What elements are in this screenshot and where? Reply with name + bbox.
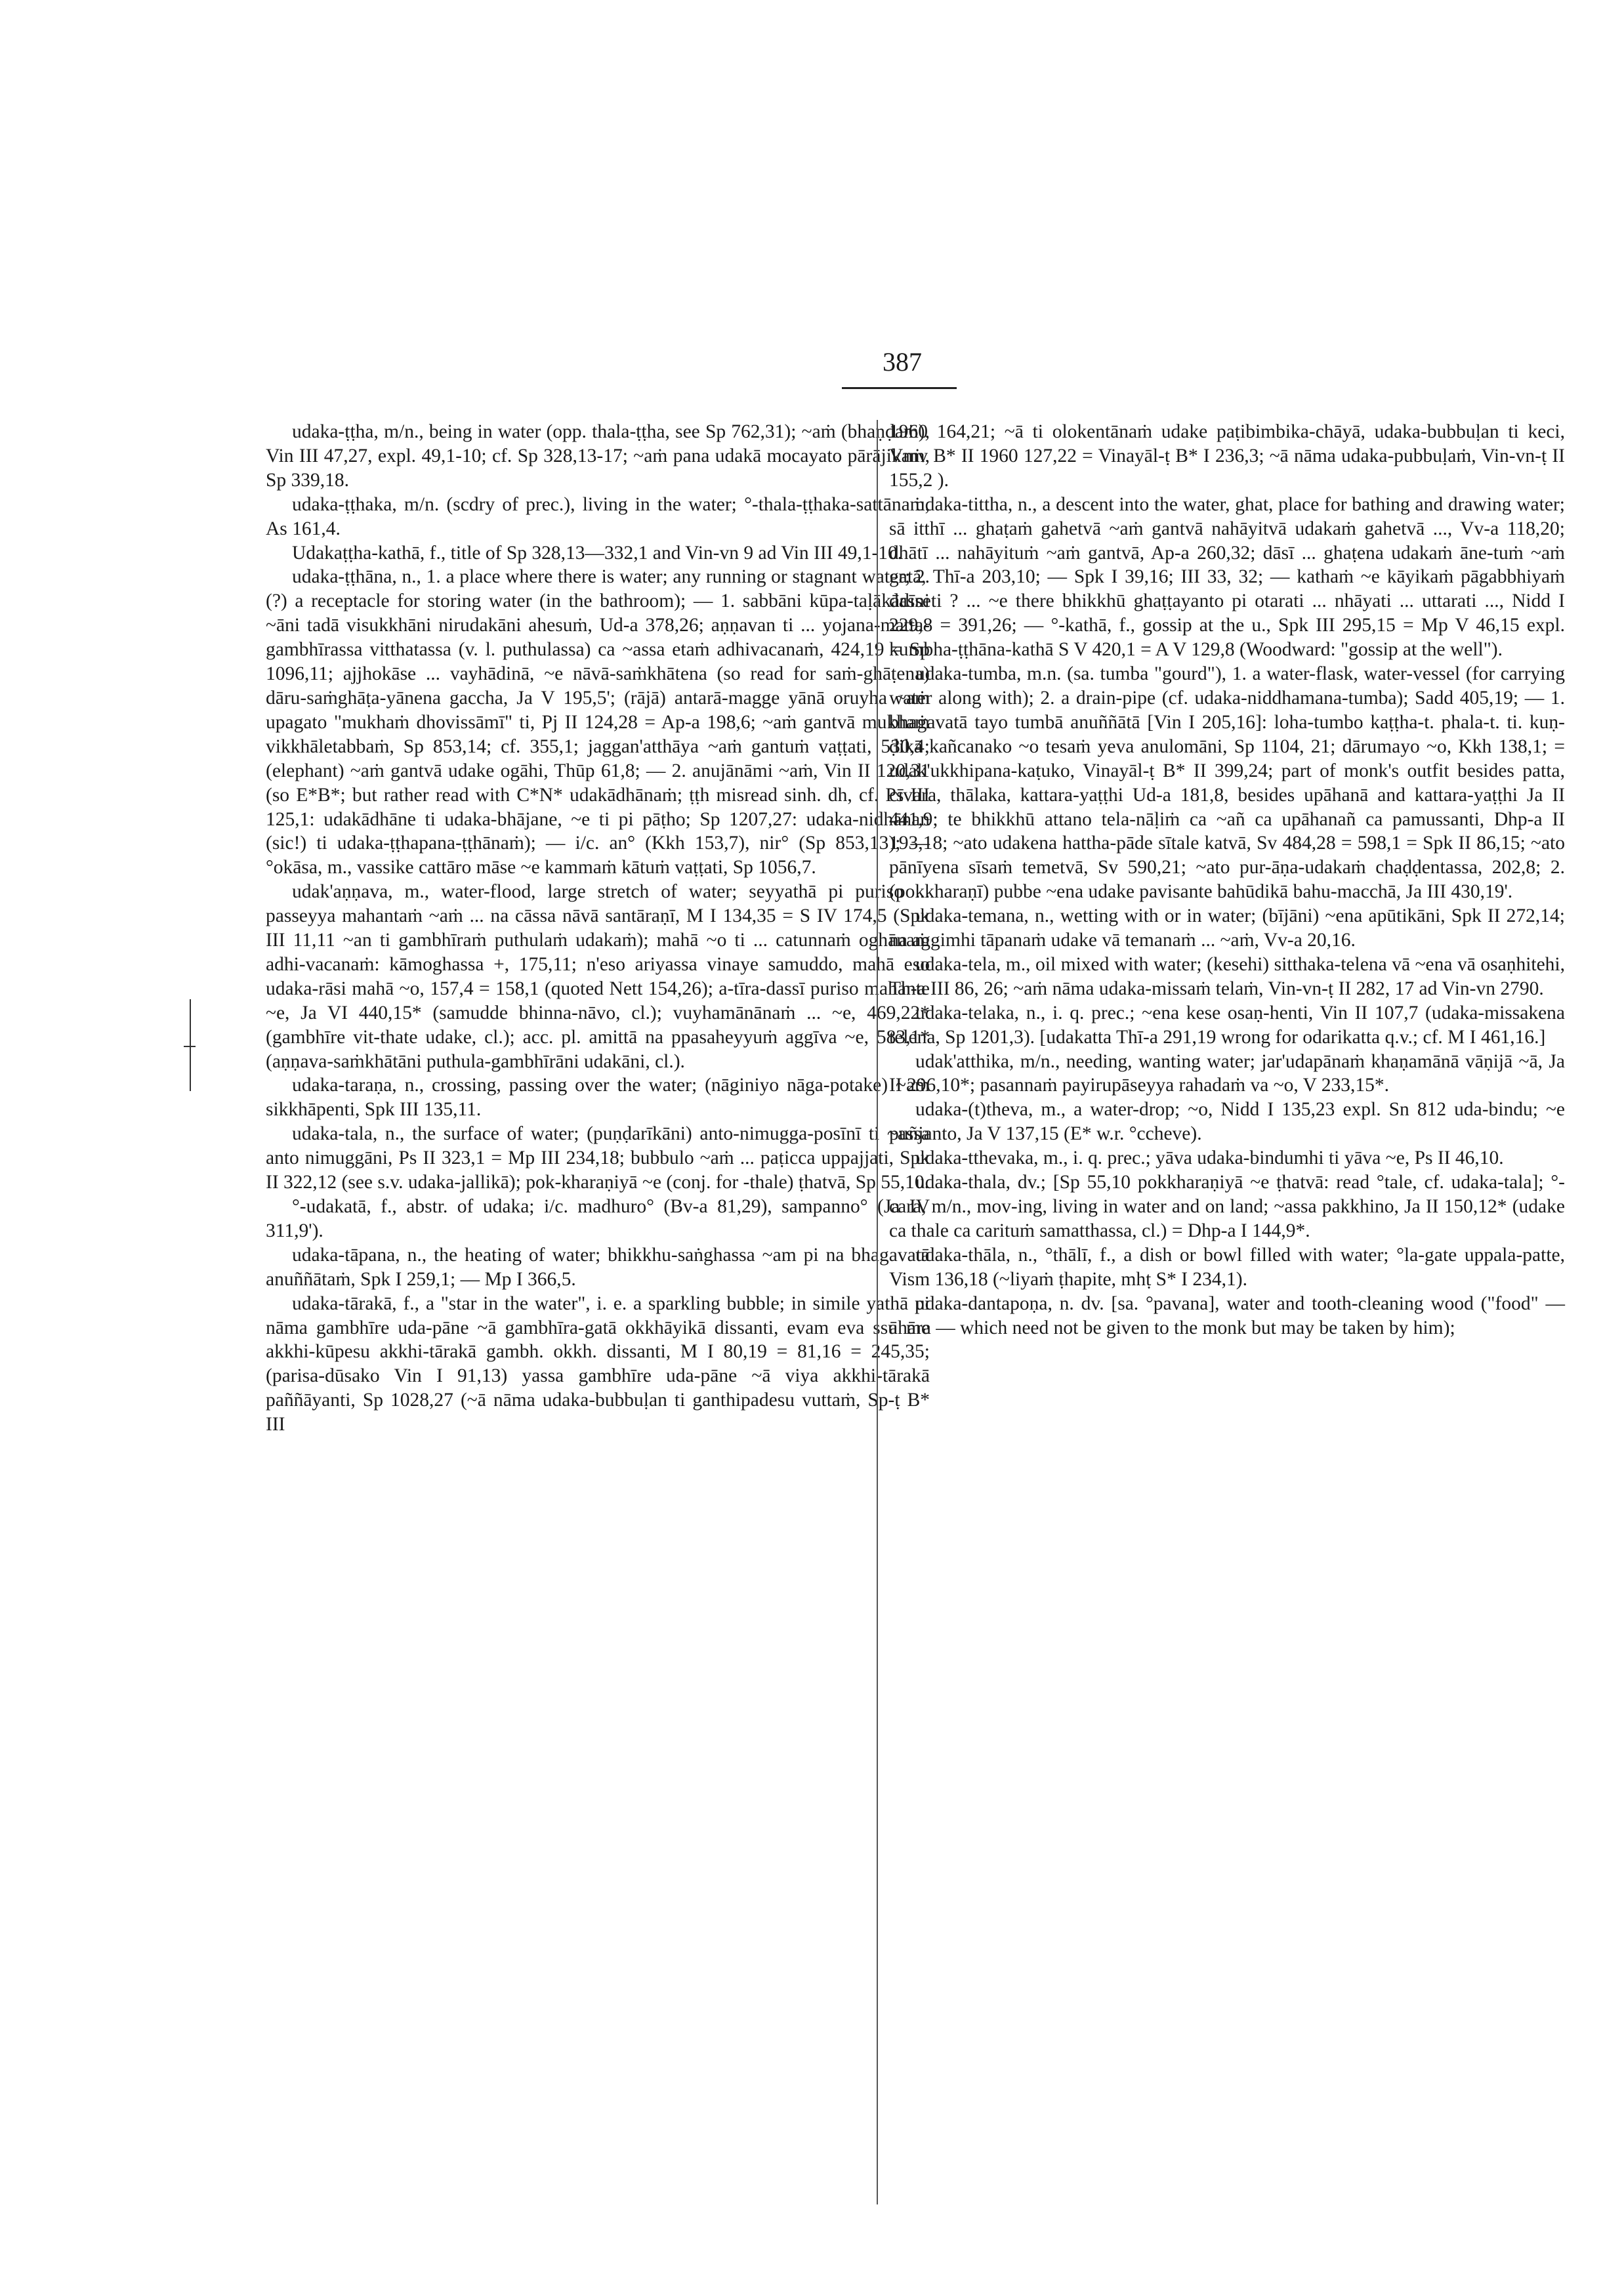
dictionary-entry: udaka-thāla, n., °thālī, f., a dish or bowl filled with water; °la-gate uppala-patte, Vism 136,18 (~liyaṁ ṭhapite, mhṭ S* I 234,1). bbox=[889, 1244, 1565, 1290]
right-column bbox=[889, 420, 1565, 1340]
dictionary-entry: udaka-tāpana, n., the heating of water; bhikkhu-saṅghassa ~am pi na bhagavatā anuññātaṁ, Spk I 259,1; — Mp I 366,5. bbox=[266, 1244, 930, 1290]
dictionary-entry: udaka-ṭṭha, m/n., being in water (opp. thala-ṭṭha, see Sp 762,31); ~aṁ (bhaṇḍaṁ), Vin III 47,27, expl. 49,1-10; cf. Sp 328,13-17; ~aṁ pana udakā mocayato pārājikaṁ, Sp 339,18. bbox=[266, 421, 930, 491]
dictionary-entry: udaka-tumba, m.n. (sa. tumba "gourd"), 1. a water-flask, water-vessel (for carrying water along with); 2. a drain-pipe (cf. udaka-niddhamana-tumba); Sadd 405,19; — 1. bhagavatā tayo tumbā anuññātā [Vin I 205,16]: loha-tumbo kaṭṭha-t. phala-t. ti. kuṇ-ḍikā kañcanako ~o tesaṁ yeva anulomāni, Sp 1104, 21; dārumayo ~o, Kkh 138,1; = udak'ukkhipana-kaṭuko, Vinayāl-ṭ B* II 399,24; part of monk's outfit besides patta, cīvara, thālaka, kattara-yaṭṭhi Ud-a 181,8, besides upāhanā and kattara-yaṭṭhi Ja II 441,9; te bhikkhū attano tela-nāḷiṁ ca ~añ ca upāhanañ ca pamussanti, Dhp-a II 193,18; ~ato udakena hattha-pāde sītale katvā, Sv 484,28 = 598,1 = Spk II 86,15; ~ato pānīyena sīsaṁ temetvā, Sv 590,21; ~ato pur-āṇa-udakaṁ chaḍḍentassa, 202,8; 2. (pokkharaṇī) pubbe ~ena udake pavisante bahūdikā bahu-macchā, Ja III 430,19'. bbox=[889, 663, 1565, 903]
dictionary-entry: udaka-(t)theva, m., a water-drop; ~o, Nidd I 135,23 expl. Sn 812 uda-bindu; ~e puñjanto, Ja V 137,15 (E* w.r. °ccheve). bbox=[889, 1099, 1565, 1145]
dictionary-entry: udak'atthika, m/n., needing, wanting water; jar'udapānaṁ khaṇamānā vāṇijā ~ā, Ja II 296,10*; pasannaṁ payirupāseyya rahadaṁ va ~o, V 233,15*. bbox=[889, 1050, 1565, 1096]
dictionary-entry: udaka-dantapoṇa, n. dv. [sa. °pavana], water and tooth-cleaning wood ("food" — āhāra — which need not be given to the monk but may be taken by him); bbox=[889, 1292, 1565, 1338]
margin-mark bbox=[190, 999, 191, 1091]
dictionary-entry-continued: 1960 164,21; ~ā ti olokentānaṁ udake paṭibimbika-chāyā, udaka-bubbuḷan ti keci, Vmv B* II 1960 127,22 = Vinayāl-ṭ B* I 236,3; ~ā nāma udaka-pubbuḷaṁ, Vin-vn-ṭ II 155,2 ). bbox=[889, 421, 1565, 491]
dictionary-entry: udaka-ṭṭhāna, n., 1. a place where there is water; any running or stagnant water; 2. (?) a receptacle for storing water (in the bathroom); — 1. sabbāni kūpa-taḷākādīni ~āni tadā visukkhāni nirudakāni ahesuṁ, Ud-a 378,26; aṇṇavan ti ... yojana-matta-gambhīrassa vitthatassa (v. l. puthulassa) ca ~assa etaṁ adhivacanaṁ, 424,19 = Sp 1096,11; ajjhokāse ... vayhādinā, ~e nāvā-saṁkhātena (so read for saṁ-ghāṭena) dāru-saṁghāṭa-yānena gaccha, Ja V 195,5'; (rājā) antarā-magge yānā oruyha ~aṁ upagato "mukhaṁ dhovissāmī" ti, Pj II 124,28 = Ap-a 198,6; ~aṁ gantvā mukhaṁ vikkhāletabbaṁ, Sp 853,14; cf. 355,1; jaggan'atthāya ~aṁ gantuṁ vaṭṭati, 530,4; (elephant) ~aṁ gantvā udake ogāhi, Thūp 61,8; — 2. anujānāmi ~aṁ, Vin II 120,31 (so E*B*; but rather read with C*N* udakādhānaṁ; ṭṭh misread sinh. dh, cf. Ps III 125,1: udakādhāne ti udaka-bhājane, ~e ti pi pāṭho; Sp 1207,27: udaka-nidhānan (sic!) ti udaka-ṭṭhapana-ṭṭhānaṁ); — i/c. an° (Kkh 153,7), nir° (Sp 853,13); — °okāsa, m., vassike cattāro māse ~e kammaṁ kātuṁ vaṭṭati, Sp 1056,7. bbox=[266, 566, 930, 879]
dictionary-entry: udak'aṇṇava, m., water-flood, large stretch of water; seyyathā pi puriso ... passeyya mahantaṁ ~aṁ ... na cāssa nāvā santāraṇī, M I 134,35 = S IV 174,5 (Spk III 11,11 ~an ti gambhīraṁ puthulaṁ udakaṁ); mahā ~o ti ... catunnaṁ oghānaṁ adhi-vacanaṁ: kāmoghassa +, 175,11; n'eso ariyassa vinaye samuddo, mahā eso udaka-rāsi mahā ~o, 157,4 = 158,1 (quoted Nett 154,26); a-tīra-dassī puriso mahante ~e, Ja VI 440,15* (samudde bhinna-nāvo, cl.); vuyhamānānaṁ ... ~e, 469,22* (gambhīre vit-thate udake, cl.); acc. pl. amittā na ppasaheyyuṁ aggīva ~e, 583,1* (aṇṇava-saṁkhātāni puthula-gambhīrāni udakāni, cl.). bbox=[266, 881, 930, 1072]
page-number-rule bbox=[842, 387, 957, 389]
dictionary-entry: udaka-tela, m., oil mixed with water; (kesehi) sitthaka-telena vā ~ena vā osaṇhitehi, Th-a III 86, 26; ~aṁ nāma udaka-missaṁ telaṁ, Vin-vn-ṭ II 282, 17 ad Vin-vn 2790. bbox=[889, 953, 1565, 999]
column-divider bbox=[877, 420, 878, 2204]
dictionary-entry: udaka-tala, n., the surface of water; (puṇḍarīkāni) anto-nimugga-posīnī ti ~assa anto nimuggāni, Ps II 323,1 = Mp III 234,18; bubbulo ~aṁ ... paṭicca uppajjati, Spk II 322,12 (see s.v. udaka-jallikā); pok-kharaṇiyā ~e (conj. for -thale) ṭhatvā, Sp 55,10. bbox=[266, 1123, 930, 1193]
dictionary-entry: udaka-tthevaka, m., i. q. prec.; yāva udaka-bindumhi ti yāva ~e, Ps II 46,10. bbox=[915, 1148, 1504, 1169]
left-column bbox=[266, 420, 930, 1437]
page-number: 387 bbox=[883, 347, 922, 377]
dictionary-entry: udaka-temana, n., wetting with or in water; (bījāni) ~ena apūtikāni, Spk II 272,14; na aggimhi tāpanaṁ udake vā temanaṁ ... ~aṁ, Vv-a 20,16. bbox=[889, 905, 1565, 951]
dictionary-entry: udaka-tārakā, f., a "star in the water", i. e. a sparkling bubble; in simile yathā pi nāma gambhīre uda-pāne ~ā gambhīra-gatā okkhāyikā dissanti, evam eva ssu me akkhi-kūpesu akkhi-tārakā gambh. okkh. dissanti, M I 80,19 = 81,16 = 245,35; (parisa-dūsako Vin I 91,13) yassa gambhīre uda-pāne ~ā viya akkhi-tārakā paññāyanti, Sp 1028,27 (~ā nāma udaka-bubbuḷan ti ganthipadesu vuttaṁ, Sp-ṭ B* III bbox=[266, 1292, 930, 1436]
dictionary-entry: udaka-telaka, n., i. q. prec.; ~ena kese osaṇ-henti, Vin II 107,7 (udaka-missakena telena, Sp 1201,3). [udakatta Thī-a 291,19 wrong for odarikatta q.v.; cf. M I 461,16.] bbox=[889, 1002, 1565, 1048]
dictionary-entry: udaka-ṭṭhaka, m/n. (scdry of prec.), living in the water; °-thala-ṭṭhaka-sattānaṁ, As 161,4. bbox=[266, 493, 930, 539]
dictionary-entry: °-udakatā, f., abstr. of udaka; i/c. madhuro° (Bv-a 81,29), sampanno° (Ja IV 311,9'). bbox=[266, 1196, 930, 1241]
dictionary-entry: Udakaṭṭha-kathā, f., title of Sp 328,13—332,1 and Vin-vn 9 ad Vin III 49,1-10. bbox=[292, 542, 903, 564]
dictionary-entry: udaka-taraṇa, n., crossing, passing over the water; (nāginiyo nāga-potake) ~aṁ sikkhāpenti, Spk III 135,11. bbox=[266, 1075, 930, 1121]
margin-mark-tick bbox=[184, 1046, 196, 1047]
dictionary-entry: udaka-tittha, n., a descent into the water, ghat, place for bathing and drawing water; sā itthī ... ghaṭaṁ gahetvā ~aṁ gantvā nahāyitvā udakaṁ gahetvā ..., Vv-a 118,20; dhātī ... nahāyituṁ ~aṁ gantvā, Ap-a 260,32; dāsī ... ghaṭena udakaṁ āne-tuṁ ~aṁ gatā, Thī-a 203,10; — Spk I 39,16; III 33, 32; — kathaṁ ~e kāyikaṁ pāgabbhiyaṁ dasseti ? ... ~e there bhikkhū ghaṭṭayanto pi otarati ... nhāyati ... uttarati ..., Nidd I 229,8 = 391,26; — °-kathā, f., gossip at the u., Spk III 295,15 = Mp V 46,15 expl. kumbha-ṭṭhāna-kathā S V 420,1 = A V 129,8 (Woodward: "gossip at the well"). bbox=[889, 493, 1565, 661]
dictionary-entry: udaka-thala, dv.; [Sp 55,10 pokkharaṇiyā ~e ṭhatvā: read °tale, cf. udaka-tala]; °-cara, m/n., mov-ing, living in water and on land; ~assa pakkhino, Ja II 150,12* (udake ca thale ca carituṁ samatthassa, cl.) = Dhp-a I 144,9*. bbox=[889, 1172, 1565, 1241]
